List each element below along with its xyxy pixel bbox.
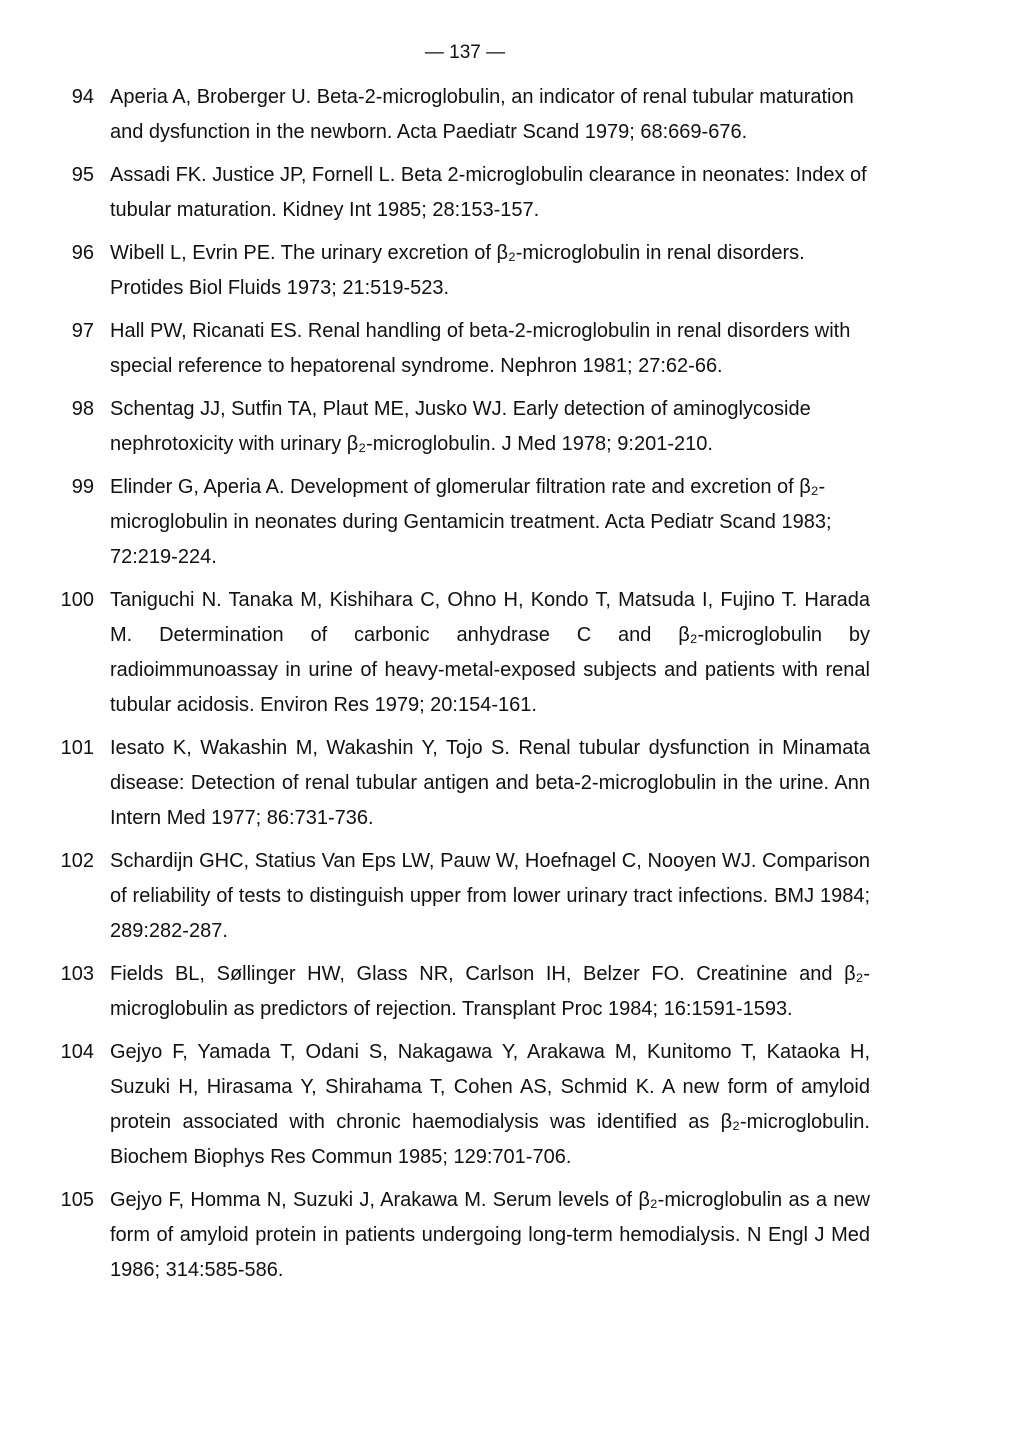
reference-item xyxy=(50,1183,870,1288)
reference-text: Aperia A, Broberger U. Beta-2-microglobulin, an indicator of renal tubular maturation and dysfunction in the newborn. Acta Paediatr Scand 1979; 68:669-676. xyxy=(110,86,854,143)
reference-item xyxy=(50,1035,870,1175)
reference-number: 105 xyxy=(60,1189,94,1211)
reference-list xyxy=(50,80,870,1296)
reference-item xyxy=(50,583,870,723)
reference-item xyxy=(50,392,870,462)
reference-item xyxy=(50,957,870,1027)
reference-text: Gejyo F, Homma N, Suzuki J, Arakawa M. Serum levels of β₂-microglobulin as a new form of amyloid protein in patients undergoing long-term hemodialysis. N Engl J Med 1986; 314:585-586. xyxy=(110,1189,870,1281)
reference-number: 98 xyxy=(71,398,94,420)
page-number: — 137 — xyxy=(424,42,506,63)
reference-item xyxy=(50,314,870,384)
reference-number: 96 xyxy=(71,242,94,264)
reference-number: 95 xyxy=(71,164,94,186)
reference-text: Assadi FK. Justice JP, Fornell L. Beta 2-microglobulin clearance in neonates: Index of tubular maturation. Kidney Int 1985; 28:153-157. xyxy=(110,164,867,221)
reference-text: Fields BL, Søllinger HW, Glass NR, Carlson IH, Belzer FO. Creatinine and β₂-microglobulin as predictors of rejection. Transplant Proc 1984; 16:1591-1593. xyxy=(110,963,870,1020)
reference-text: Iesato K, Wakashin M, Wakashin Y, Tojo S. Renal tubular dysfunction in Minamata disease: Detection of renal tubular antigen and beta-2-microglobulin in the urine. Ann Intern Med 1977; 86:731-736. xyxy=(110,737,870,829)
reference-text: Schardijn GHC, Statius Van Eps LW, Pauw W, Hoefnagel C, Nooyen WJ. Comparison of reliability of tests to distinguish upper from lower urinary tract infections. BMJ 1984; 289:282-287. xyxy=(110,850,870,942)
reference-item xyxy=(50,80,870,150)
reference-number: 101 xyxy=(60,737,94,759)
reference-item xyxy=(50,470,870,575)
reference-item xyxy=(50,158,870,228)
reference-text: Wibell L, Evrin PE. The urinary excretion of β₂-microglobulin in renal disorders. Protides Biol Fluids 1973; 21:519-523. xyxy=(110,242,805,299)
reference-number: 102 xyxy=(60,850,94,872)
reference-number: 97 xyxy=(71,320,94,342)
reference-text: Schentag JJ, Sutfin TA, Plaut ME, Jusko WJ. Early detection of aminoglycoside nephrotoxicity with urinary β₂-microglobulin. J Med 1978; 9:201-210. xyxy=(110,398,811,455)
reference-text: Hall PW, Ricanati ES. Renal handling of beta-2-microglobulin in renal disorders with special reference to hepatorenal syndrome. Nephron 1981; 27:62-66. xyxy=(110,320,851,377)
reference-item xyxy=(50,731,870,836)
reference-text: Taniguchi N. Tanaka M, Kishihara C, Ohno H, Kondo T, Matsuda I, Fujino T. Harada M. Determination of carbonic anhydrase C and β₂-microglobulin by radioimmunoassay in urine of heavy-metal-exposed subjects and patients with renal tubular acidosis. Environ Res 1979; 20:154-161. xyxy=(110,589,870,716)
reference-number: 103 xyxy=(60,963,94,985)
reference-number: 104 xyxy=(60,1041,94,1063)
reference-number: 100 xyxy=(60,589,94,611)
reference-text: Elinder G, Aperia A. Development of glomerular filtration rate and excretion of β₂-microglobulin in neonates during Gentamicin treatment. Acta Pediatr Scand 1983; 72:219-224. xyxy=(110,476,832,568)
reference-text: Gejyo F, Yamada T, Odani S, Nakagawa Y, Arakawa M, Kunitomo T, Kataoka H, Suzuki H, Hirasama Y, Shirahama T, Cohen AS, Schmid K. A new form of amyloid protein associated with chronic haemodialysis was identified as β₂-microglobulin. Biochem Biophys Res Commun 1985; 129:701-706. xyxy=(110,1041,870,1168)
reference-number: 94 xyxy=(71,86,94,108)
reference-item xyxy=(50,844,870,949)
reference-item xyxy=(50,236,870,306)
reference-number: 99 xyxy=(71,476,94,498)
